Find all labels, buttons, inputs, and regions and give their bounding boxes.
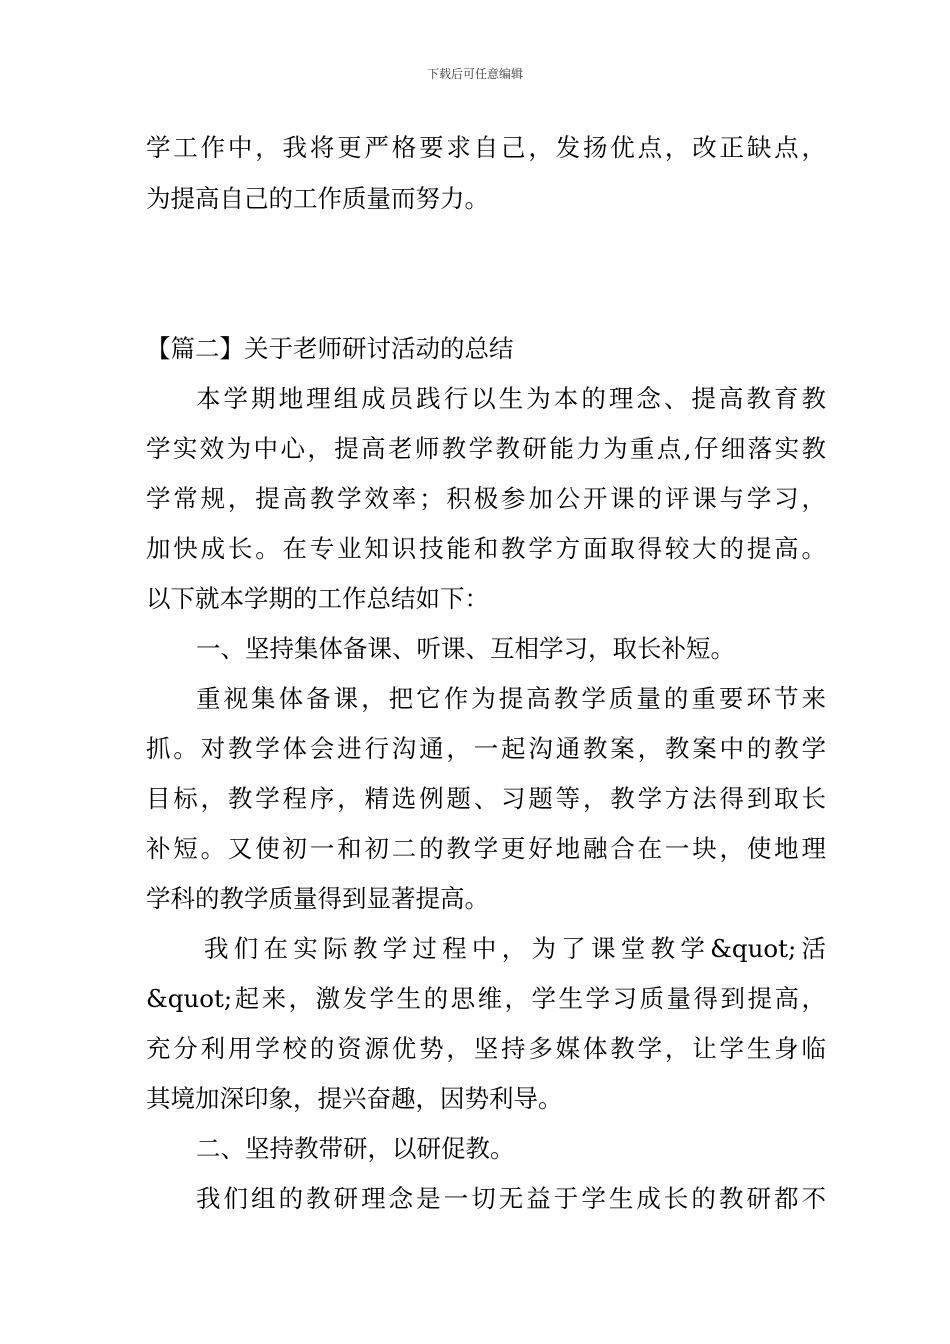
heading-item-2: 二、坚持教带研，以研促教。 xyxy=(196,1134,515,1163)
paragraph-line: 重视集体备课，把它作为提高教学质量的重要环节来 xyxy=(196,684,826,713)
paragraph-line: 本学期地理组成员践行以生为本的理念、提高教育教 xyxy=(196,384,826,413)
paragraph-line: 学科的教学质量得到显著提高。 xyxy=(146,884,489,913)
heading-item-1: 一、坚持集体备课、听课、互相学习，取长补短。 xyxy=(196,634,735,663)
paragraph-line: 为提高自己的工作质量而努力。 xyxy=(146,184,489,213)
paragraph-line: 加快成长。在专业知识技能和教学方面取得较大的提高。 xyxy=(146,534,826,563)
paragraph-line: 抓。对教学体会进行沟通，一起沟通教案，教案中的教学 xyxy=(146,734,826,763)
paragraph-line: 充分利用学校的资源优势，坚持多媒体教学，让学生身临 xyxy=(146,1034,826,1063)
paragraph-line: 其境加深印象，提兴奋趣，因势利导。 xyxy=(146,1084,563,1113)
header-note: 下载后可任意编辑 xyxy=(426,67,523,81)
paragraph-line: 学常规，提高教学效率；积极参加公开课的评课与学习， xyxy=(146,484,826,513)
section-title: 【篇二】关于老师研讨活动的总结 xyxy=(146,334,514,363)
paragraph-line: 学实效为中心，提高老师教学教研能力为重点,仔细落实教 xyxy=(146,434,826,463)
paragraph-line: 学工作中，我将更严格要求自己，发扬优点，改正缺点， xyxy=(146,133,826,162)
paragraph-line: 补短。又使初一和初二的教学更好地融合在一块，使地理 xyxy=(146,834,826,863)
paragraph-line: 目标，教学程序，精选例题、习题等，教学方法得到取长 xyxy=(146,784,826,813)
paragraph-line: 以下就本学期的工作总结如下： xyxy=(146,584,489,613)
paragraph-line: &quot;起来，激发学生的思维，学生学习质量得到提高， xyxy=(146,984,826,1013)
paragraph-line: 我们在实际教学过程中，为了课堂教学&quot;活 xyxy=(204,934,826,963)
paragraph-line: 我们组的教研理念是一切无益于学生成长的教研都不 xyxy=(196,1184,826,1213)
